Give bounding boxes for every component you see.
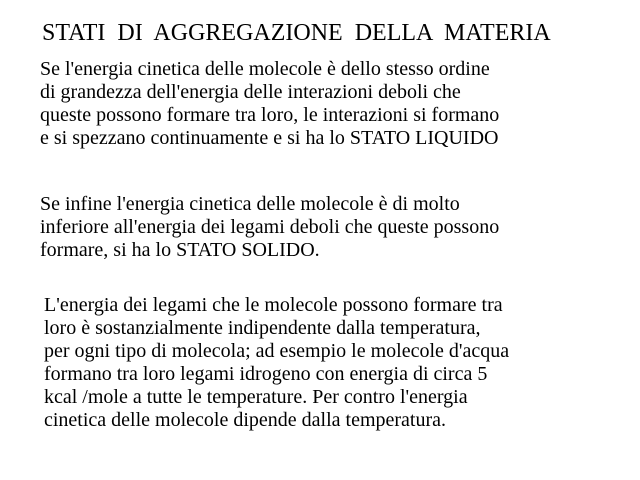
- paragraph-bond-energy: [44, 294, 509, 432]
- text-line: L'energia dei legami che le molecole possono formare tra: [44, 294, 503, 316]
- text-line: queste possono formare tra loro, le interazioni si formano: [40, 104, 500, 126]
- text-line: cinetica delle molecole dipende dalla temperatura.: [44, 409, 447, 431]
- paragraph-liquid-state: [40, 58, 499, 150]
- text-line: e si spezzano continuamente e si ha lo STATO LIQUIDO: [40, 127, 499, 149]
- text-line: kcal /mole a tutte le temperature. Per contro l'energia: [44, 386, 468, 408]
- paragraph-solid-state: [40, 193, 499, 262]
- text-line: formano tra loro legami idrogeno con energia di circa 5: [44, 363, 488, 385]
- text-line: loro è sostanzialmente indipendente dalla temperatura,: [44, 317, 481, 339]
- text-line: Se l'energia cinetica delle molecole è dello stesso ordine: [40, 58, 490, 80]
- text-line: Se infine l'energia cinetica delle molecole è di molto: [40, 193, 460, 215]
- text-line: di grandezza dell'energia delle interazioni deboli che: [40, 81, 461, 103]
- text-line: inferiore all'energia dei legami deboli che queste possono: [40, 216, 500, 238]
- slide-title: STATI DI AGGREGAZIONE DELLA MATERIA: [42, 20, 551, 46]
- text-line: formare, si ha lo STATO SOLIDO.: [40, 239, 320, 261]
- text-line: per ogni tipo di molecola; ad esempio le molecole d'acqua: [44, 340, 510, 362]
